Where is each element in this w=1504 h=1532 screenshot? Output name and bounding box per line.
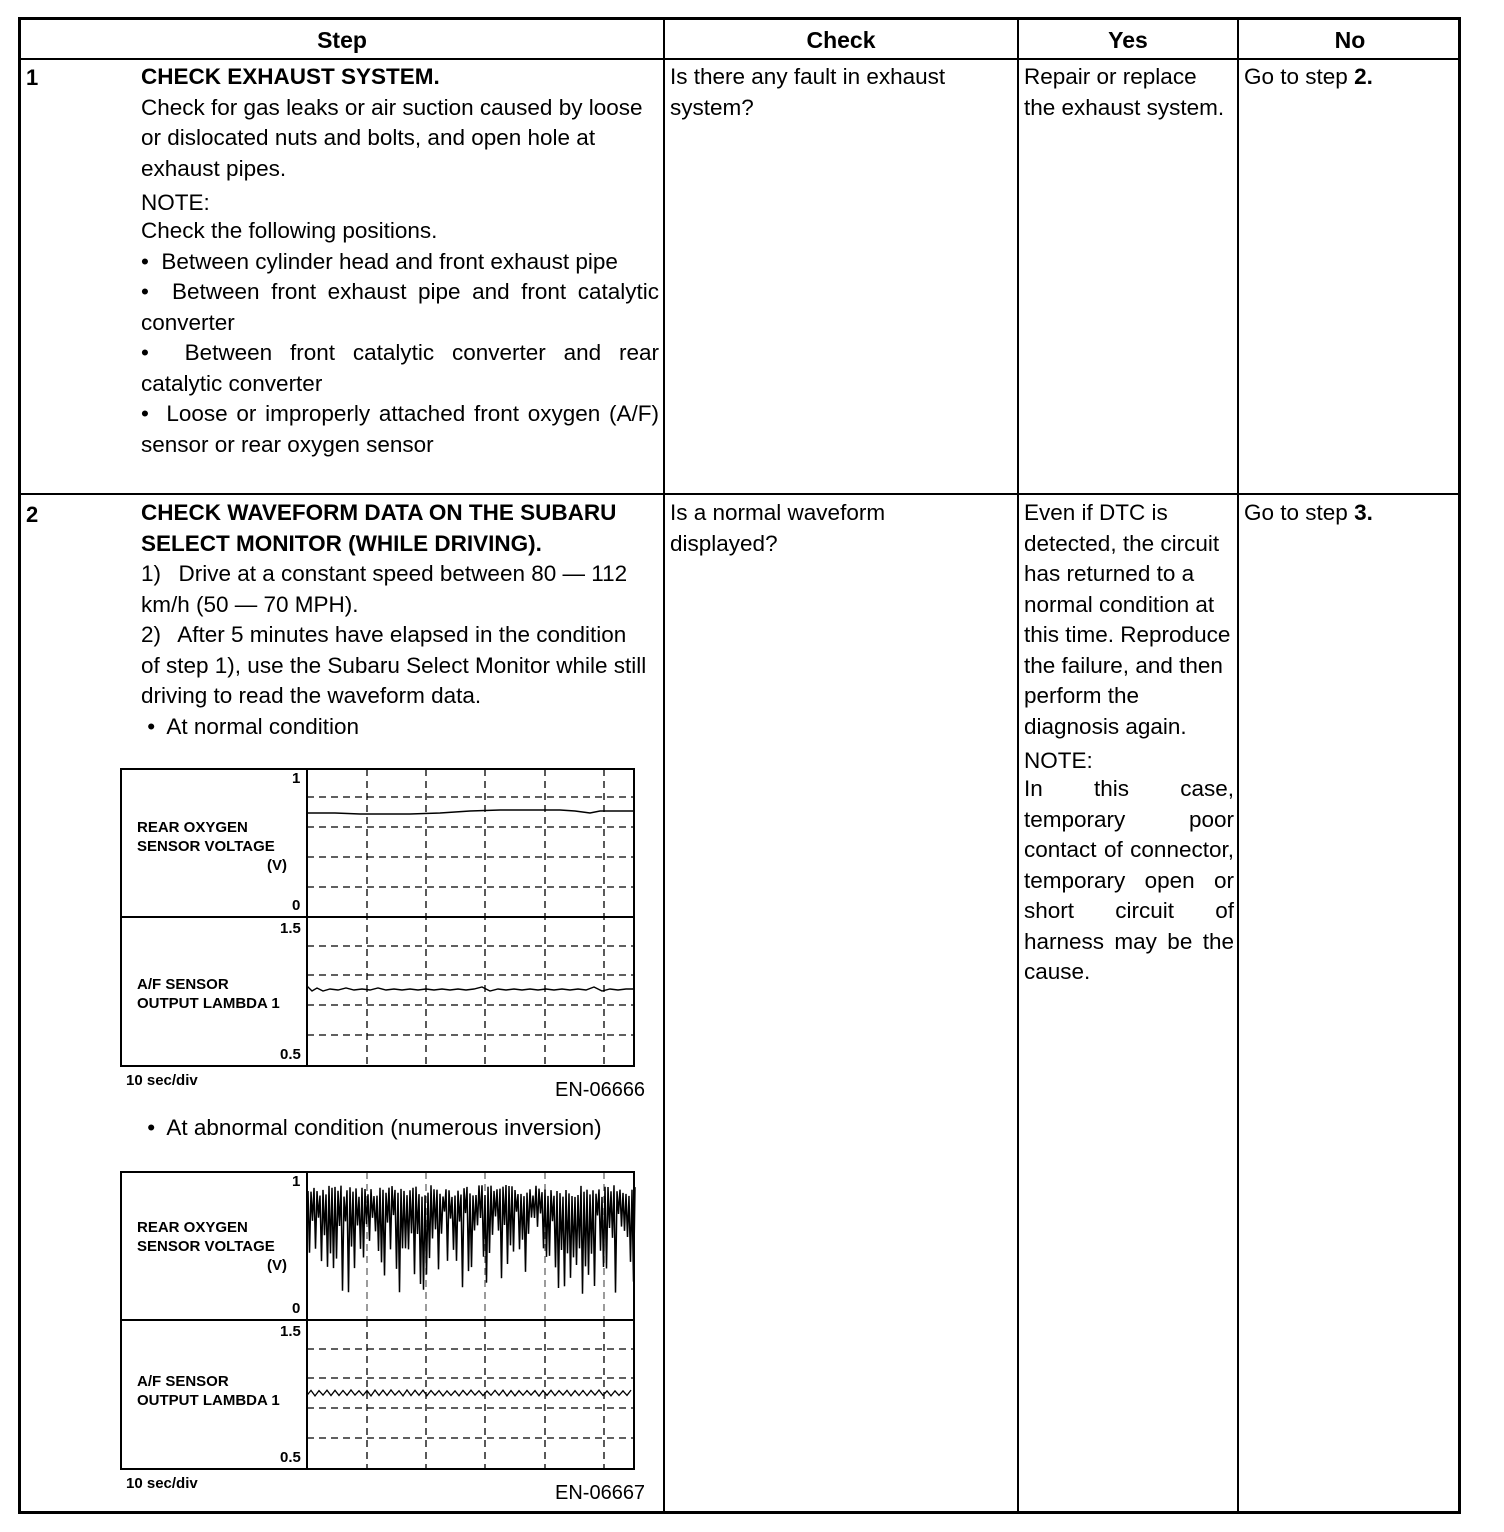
rear-oxygen-trace-normal: [307, 810, 634, 814]
upper-axis-label: REAR OXYGEN SENSOR VOLTAGE (V): [137, 819, 287, 874]
step-1-bullet: • Between cylinder head and front exhaust pipe: [141, 248, 618, 274]
waveform-figure-normal: [120, 768, 660, 1101]
diagnostic-table: [18, 17, 1461, 1514]
header-step: Step: [317, 27, 367, 53]
step-1-yes: Repair or replace the exhaust system.: [1024, 64, 1225, 120]
step-2-bullet-abnormal: • At abnormal condition (numerous inversion): [141, 1115, 602, 1140]
column-divider-check-yes: [1017, 20, 1019, 1511]
lower-axis-label: A/F SENSOR OUTPUT LAMBDA 1: [137, 976, 280, 1012]
step-1-bullet: • Loose or improperly attached front oxygen (A/F) sensor or rear oxygen sensor: [141, 401, 659, 457]
upper-axis-min: 0: [292, 1300, 301, 1317]
step-1-no: Go to step 2.: [1244, 64, 1373, 89]
lower-axis-min: 0.5: [280, 1046, 301, 1063]
column-divider-yes-no: [1237, 20, 1239, 1511]
step-2-yes-note-label: NOTE:: [1024, 748, 1093, 773]
step-1-bullet: • Between front catalytic converter and rear catalytic converter: [141, 340, 659, 396]
step-1-title: CHECK EXHAUST SYSTEM.: [141, 64, 440, 89]
header-check: Check: [806, 27, 876, 53]
waveform-chart-abnormal: [120, 1171, 660, 1471]
step-2-instruction-1: 1) Drive at a constant speed between 80 — 112 km/h (50 — 70 MPH).: [141, 561, 628, 617]
step-1-body: Check for gas leaks or air suction caused by loose or dislocated nuts and bolts, and open hole at exhaust pipes.: [141, 94, 643, 181]
step-2-yes-note: In this case, temporary poor contact of connector, temporary open or short circuit of harness may be the cause.: [1024, 776, 1234, 984]
step-2-yes: [1024, 498, 1234, 988]
step-2-yes-text: Even if DTC is detected, the circuit has returned to a normal condition at this time. Reproduce the failure, and then perform the diagnosis again.: [1024, 500, 1231, 739]
step-1-note-intro: Check the following positions.: [141, 218, 438, 243]
upper-axis-min: 0: [292, 897, 301, 914]
row-divider: [21, 493, 1458, 495]
timebase-label: 10 sec/div: [126, 1475, 198, 1492]
timebase-label: 10 sec/div: [126, 1072, 198, 1089]
step-2-no: Go to step 3.: [1244, 500, 1373, 525]
column-divider-step-check: [663, 20, 665, 1511]
step-number-1: 1: [26, 65, 39, 90]
figure-id: EN-06666: [555, 1079, 646, 1101]
step-1-note-label: NOTE:: [141, 190, 210, 215]
step-2-instruction-2: 2) After 5 minutes have elapsed in the condition of step 1), use the Subaru Select Monitor while still driving to read the waveform data.: [141, 622, 647, 708]
step-2-check: Is a normal waveform displayed?: [670, 500, 886, 556]
step-2-content: [141, 498, 651, 742]
af-sensor-trace-normal: [307, 986, 634, 991]
rear-oxygen-trace-abnormal: [308, 1185, 635, 1294]
lower-axis-label: A/F SENSOR OUTPUT LAMBDA 1: [137, 1373, 280, 1409]
lower-axis-max: 1.5: [280, 920, 301, 937]
upper-axis-max: 1: [292, 1173, 301, 1190]
step-2-title: CHECK WAVEFORM DATA ON THE SUBARU SELECT MONITOR (WHILE DRIVING).: [141, 500, 617, 556]
waveform-chart-normal: [120, 768, 660, 1068]
step-1-content: [141, 62, 659, 460]
step-number-2: 2: [26, 502, 39, 527]
lower-axis-min: 0.5: [280, 1449, 301, 1466]
header-no: No: [1334, 27, 1366, 53]
step-1-check: Is there any fault in exhaust system?: [670, 64, 946, 120]
upper-axis-label: REAR OXYGEN SENSOR VOLTAGE (V): [137, 1219, 287, 1274]
af-sensor-trace-abnormal: [307, 1390, 631, 1396]
lower-axis-max: 1.5: [280, 1323, 301, 1340]
step-2-bullet-normal: • At normal condition: [141, 713, 359, 739]
figure-id: EN-06667: [555, 1482, 646, 1504]
upper-axis-max: 1: [292, 770, 301, 787]
header-yes: Yes: [1108, 27, 1148, 53]
step-1-bullet: • Between front exhaust pipe and front catalytic converter: [141, 279, 659, 335]
waveform-figure-abnormal: [120, 1171, 660, 1504]
